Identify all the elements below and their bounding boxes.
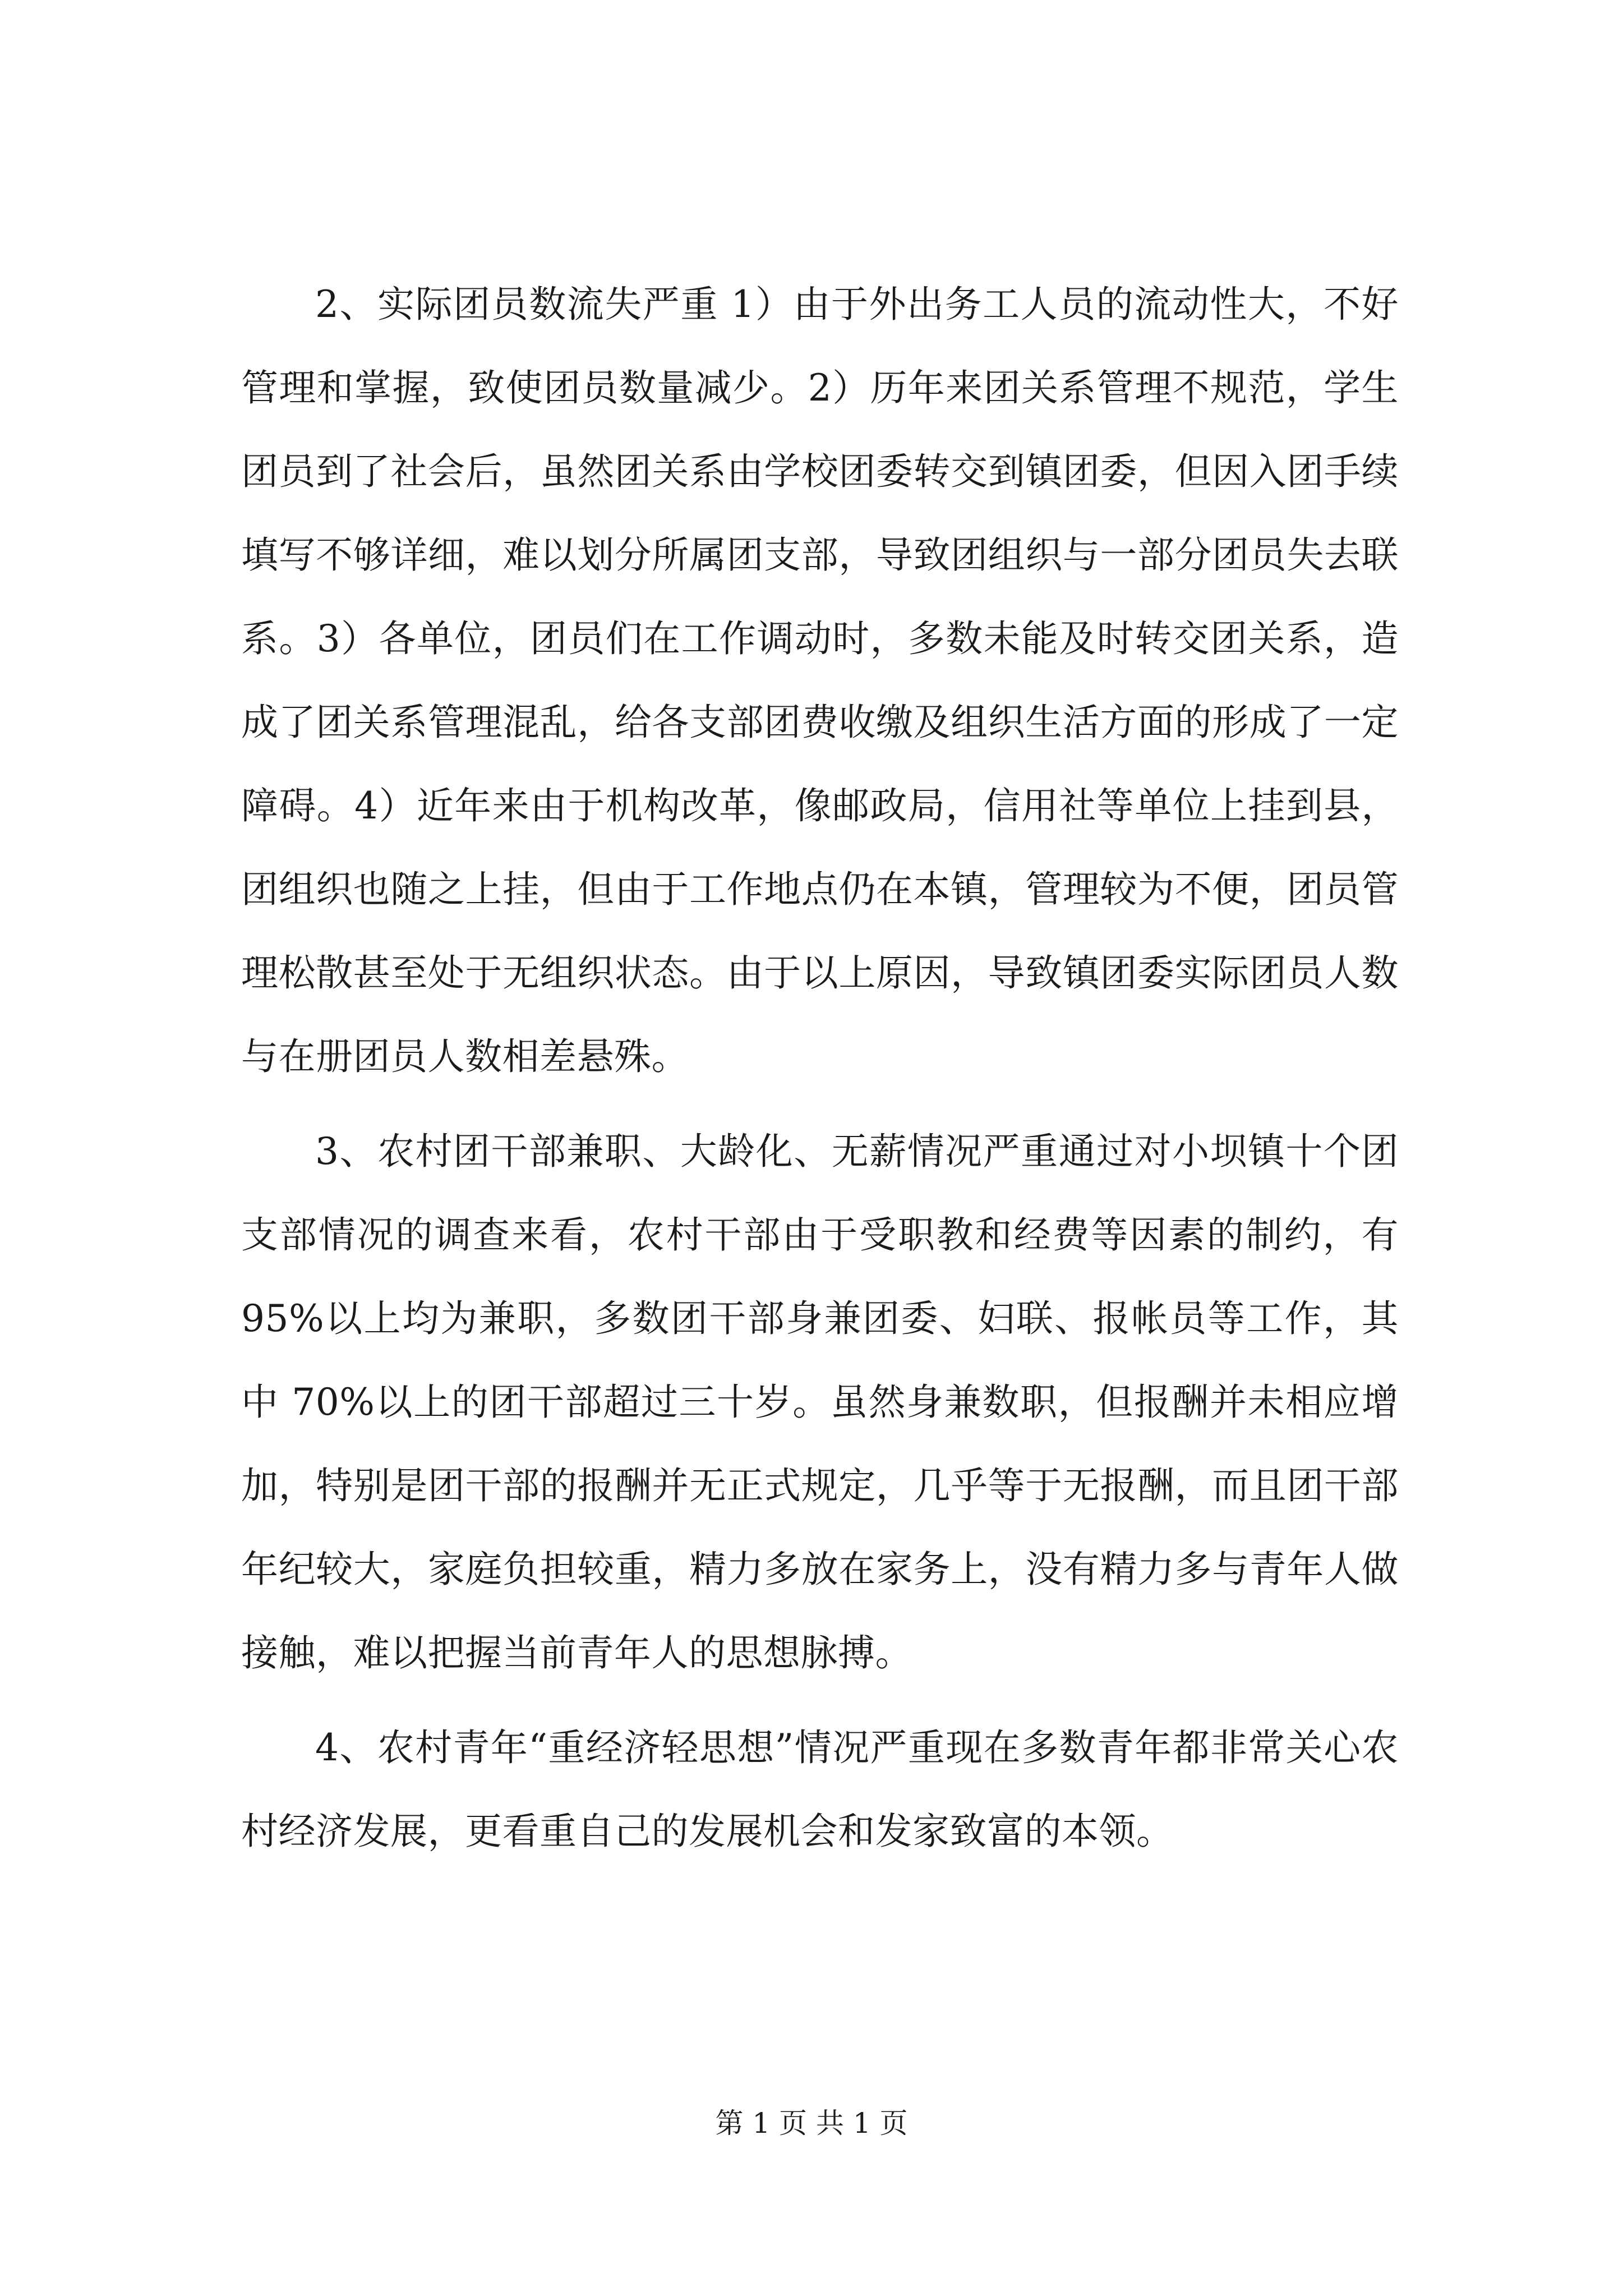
document-body: [241, 263, 1399, 1873]
paragraph-membership-loss: 2、实际团员数流失严重 1）由于外出务工人员的流动性大，不好管理和掌握，致使团员数量减少。2）历年来团关系管理不规范，学生团员到了社会后，虽然团关系由学校团委转交到镇团委，但因入团手续填写不够详细，难以划分所属团支部，导致团组织与一部分团员失去联系。3）各单位，团员们在工作调动时，多数未能及时转交团关系，造成了团关系管理混乱，给各支部团费收缴及组织生活方面的形成了一定障碍。4）近年来由于机构改革，像邮政局，信用社等单位上挂到县，团组织也随之上挂，但由于工作地点仍在本镇，管理较为不便，团员管理松散甚至处于无组织状态。由于以上原因，导致镇团委实际团员人数与在册团员人数相差悬殊。: [241, 283, 1399, 1078]
paragraph-cadre-situation: 3、农村团干部兼职、大龄化、无薪情况严重通过对小坝镇十个团支部情况的调查来看，农村干部由于受职教和经费等因素的制约，有 95%以上均为兼职，多数团干部身兼团委、妇联、报帐员等工作，其中 70%以上的团干部超过三十岁。虽然身兼数职，但报酬并未相应增加，特别是团干部的报酬并无正式规定，几乎等于无报酬，而且团干部年纪较大，家庭负担较重，精力多放在家务上，没有精力多与青年人做接触，难以把握当前青年人的思想脉搏。: [241, 1130, 1399, 1674]
paragraph-economy-over-ideology: 4、农村青年“重经济轻思想”情况严重现在多数青年都非常关心农村经济发展，更看重自己的发展机会和发家致富的本领。: [241, 1726, 1399, 1853]
page-footer: 第 1 页 共 1 页: [715, 2107, 908, 2139]
